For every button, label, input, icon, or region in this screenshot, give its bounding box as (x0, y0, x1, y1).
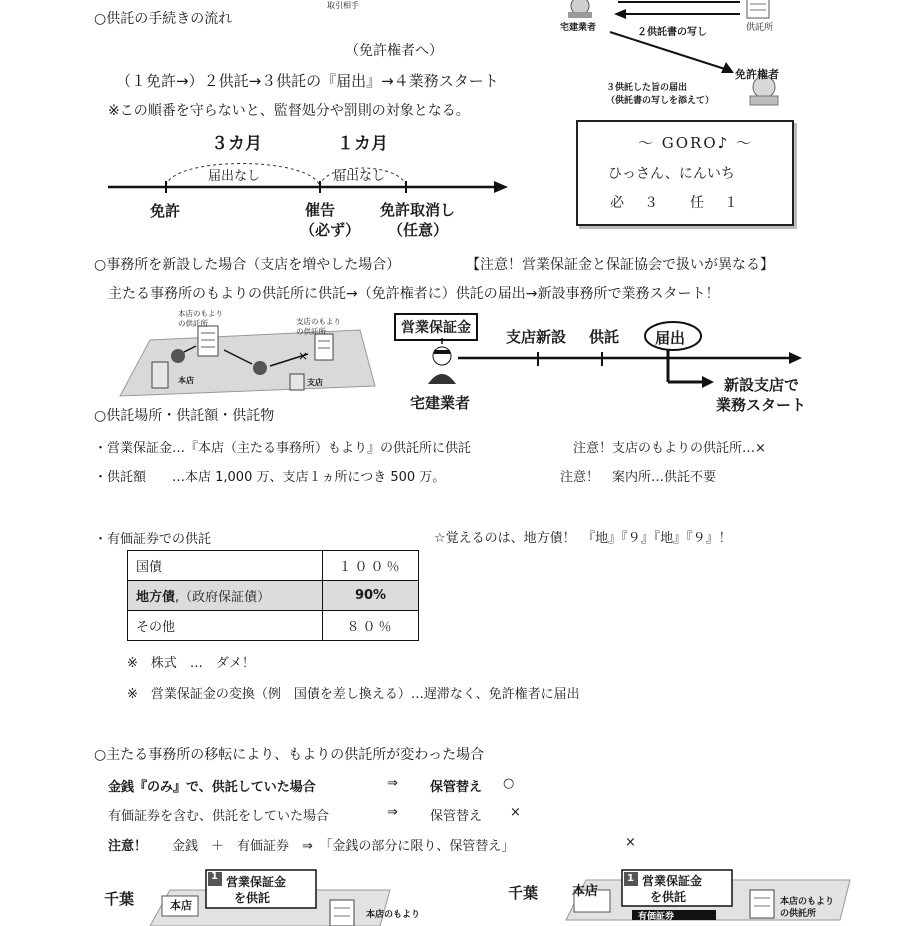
move-row3-attention: 注意！ (108, 839, 148, 854)
result-line2: 業務スタート (716, 396, 807, 414)
amount-line-note: 注意！ 案内所…供託不要 (560, 470, 717, 485)
sec-name-cell (128, 581, 323, 611)
procedure-warning: ※この順番を守らないと、監督処分や罰則の対象となる。 (108, 103, 470, 119)
bottom-step1-left: 営業保証金 (226, 875, 287, 889)
diagram-takken-label: 宅建業者 (560, 23, 597, 33)
place-line1: ・営業保証金…『本店（主たる事務所）もより』の供託所に供託 (94, 441, 472, 456)
step-deposit: 供託 (589, 328, 620, 346)
diagram-kyotakusho-label: 供託所 (746, 23, 774, 33)
move-row2-result: 保管替え (430, 809, 483, 824)
securities-memo: ☆覚えるのは、地方債！ 『地』『９』『地』『９』！ (434, 531, 732, 546)
chiba-label-right: 千葉 (508, 884, 539, 902)
goro-hitsu: 必 (610, 195, 624, 211)
bottom-step1-right: 営業保証金 (642, 874, 703, 888)
diagram-copy-label: ２供託書の写し (637, 27, 707, 38)
sec-value-cell: 90% (323, 581, 419, 611)
procedure-timeline (100, 150, 520, 200)
bottom-step2-right: を供託 (650, 890, 687, 904)
map-honten-label: 本店 (178, 376, 194, 385)
result-line1: 新設支店で (724, 376, 800, 394)
procedure-flow: （１免許→）２供託→３供託の『届出』→４業務スタート (116, 72, 499, 90)
table-row (128, 581, 419, 611)
step-notice: 届出 (655, 329, 686, 347)
move-row2-condition: 有価証券を含む、供託をしていた場合 (108, 809, 330, 824)
move-row1-condition: 金銭『のみ』で、供託していた場合 (108, 780, 316, 795)
takken-person-icon (568, 0, 592, 18)
move-row1-mark: ○ (503, 776, 515, 791)
diagram-notice-line2: （供託書の写しを添えて） (606, 96, 715, 106)
goro-3: ３ (644, 195, 658, 211)
kyotaku-label-right-2: の供託所 (780, 909, 817, 919)
map-honten-kyotaku-line1: 本店のもより (178, 309, 223, 318)
step-number-right: 1 (627, 873, 634, 884)
step-new-branch: 支店新設 (506, 328, 567, 346)
map-shiten-kyotaku-line2: の供託所 (296, 327, 326, 336)
move-row2-arrow: ⇒ (387, 805, 398, 820)
takken-gyosha-icon (428, 347, 456, 384)
section-heading-place-amount: ○供託場所・供託額・供託物 (94, 408, 275, 424)
honten-label-right: 本店 (572, 884, 599, 899)
honten-label-left: 本店 (170, 899, 192, 912)
point-revocation: 免許取消し (380, 201, 456, 219)
move-row2-mark: × (510, 805, 521, 820)
point-demand-required: （必ず） (300, 221, 361, 239)
map-shiten-label: 支店 (307, 378, 323, 387)
sec-name: 国債 (136, 560, 163, 575)
section-heading-new-branch: ○事務所を新設した場合（支店を増やした場合） (94, 257, 401, 273)
sec-name: その他 (136, 620, 176, 635)
kyotakusho-building-icon (747, 0, 769, 18)
chiba-label-left: 千葉 (104, 890, 135, 908)
move-row3-mark: × (625, 835, 636, 850)
diagram-top-tiny-label: 取引相手 (327, 1, 359, 10)
cross-mark: × (298, 349, 309, 363)
table-row (128, 611, 419, 641)
sec-sub: ,（政府保証債） (175, 590, 271, 605)
goro-nin: 任 (690, 195, 704, 211)
shiten-building-icon (290, 374, 304, 390)
goro-mnemonic-box (576, 120, 794, 226)
section-heading-procedure: ○供託の手続きの流れ (94, 11, 233, 27)
securities-rate-table (127, 550, 419, 641)
point-revocation-optional: （任意） (388, 221, 449, 239)
branch-attention-note: 【注意！営業保証金と保証協会で扱いが異なる】 (466, 257, 774, 273)
move-row1-arrow: ⇒ (387, 776, 398, 791)
section-heading-relocation: ○主たる事務所の移転により、もよりの供託所が変わった場合 (94, 747, 485, 763)
kyotaku-label-right-1: 本店のもより (780, 897, 835, 907)
goro-title: ～ GORO♪ ～ (638, 134, 753, 152)
sec-value-cell: ８０％ (323, 611, 419, 641)
goro-line1: ひっさん、にんいち (608, 166, 735, 182)
place-line1-note: 注意！支店のもよりの供託所…× (573, 441, 766, 456)
no-notice-1: 届出なし (208, 169, 261, 184)
no-notice-2: 届出なし (333, 169, 386, 184)
period-3-months: ３カ月 (211, 134, 262, 154)
securities-heading: ・有価証券での供託 (94, 532, 212, 547)
securities-bar-label: 有価証券 (638, 912, 675, 922)
point-demand: 催告 (305, 201, 336, 219)
goro-1: １ (724, 195, 738, 211)
stock-note: ※ 株式 … ダメ！ (127, 656, 255, 671)
eigyo-hoshokin-label: 営業保証金 (394, 313, 478, 341)
branch-map-illustration (120, 318, 390, 400)
amount-line: ・供託額 …本店 1,000 万、支店１ヵ所につき 500 万。 (94, 470, 446, 485)
honten-building-icon (152, 362, 168, 388)
sec-name: 地方債 (136, 590, 176, 605)
move-row1-result: 保管替え (430, 780, 483, 795)
to-license-authority: （免許権者へ） (345, 43, 443, 59)
period-1-month: １カ月 (337, 134, 388, 154)
map-honten-kyotaku-line2: の供託所 (178, 319, 208, 328)
table-row (128, 551, 419, 581)
exchange-note: ※ 営業保証金の変換（例 国債を差し換える）…遅滞なく、免許権者に届出 (127, 687, 580, 702)
move-row3-text: 金銭 ＋ 有価証券 ⇒ 「金銭の部分に限り、保管替え」 (172, 839, 515, 854)
sec-name-cell (128, 611, 323, 641)
shiten-kyotaku-building-icon (315, 334, 333, 360)
map-shiten-kyotaku-line1: 支店のもより (296, 317, 341, 326)
step-number-left: 1 (211, 871, 218, 882)
kyotaku-label-left: 本店のもより (366, 910, 421, 920)
sec-name-cell (128, 551, 323, 581)
diagram-menkyo-kensha-label: 免許権者 (735, 68, 779, 81)
branch-procedure-line: 主たる事務所のもよりの供託所に供託→（免許権者に）供託の届出→新設事務所で業務スタート！ (108, 286, 720, 302)
honten-kyotaku-building-icon (198, 326, 218, 356)
point-license: 免許 (150, 202, 181, 220)
diagram-notice-line1: ３供託した旨の届出 (606, 83, 688, 93)
takken-gyosha-label: 宅建業者 (410, 394, 471, 412)
bottom-step2-left: を供託 (234, 891, 271, 905)
sec-value-cell: １００％ (323, 551, 419, 581)
